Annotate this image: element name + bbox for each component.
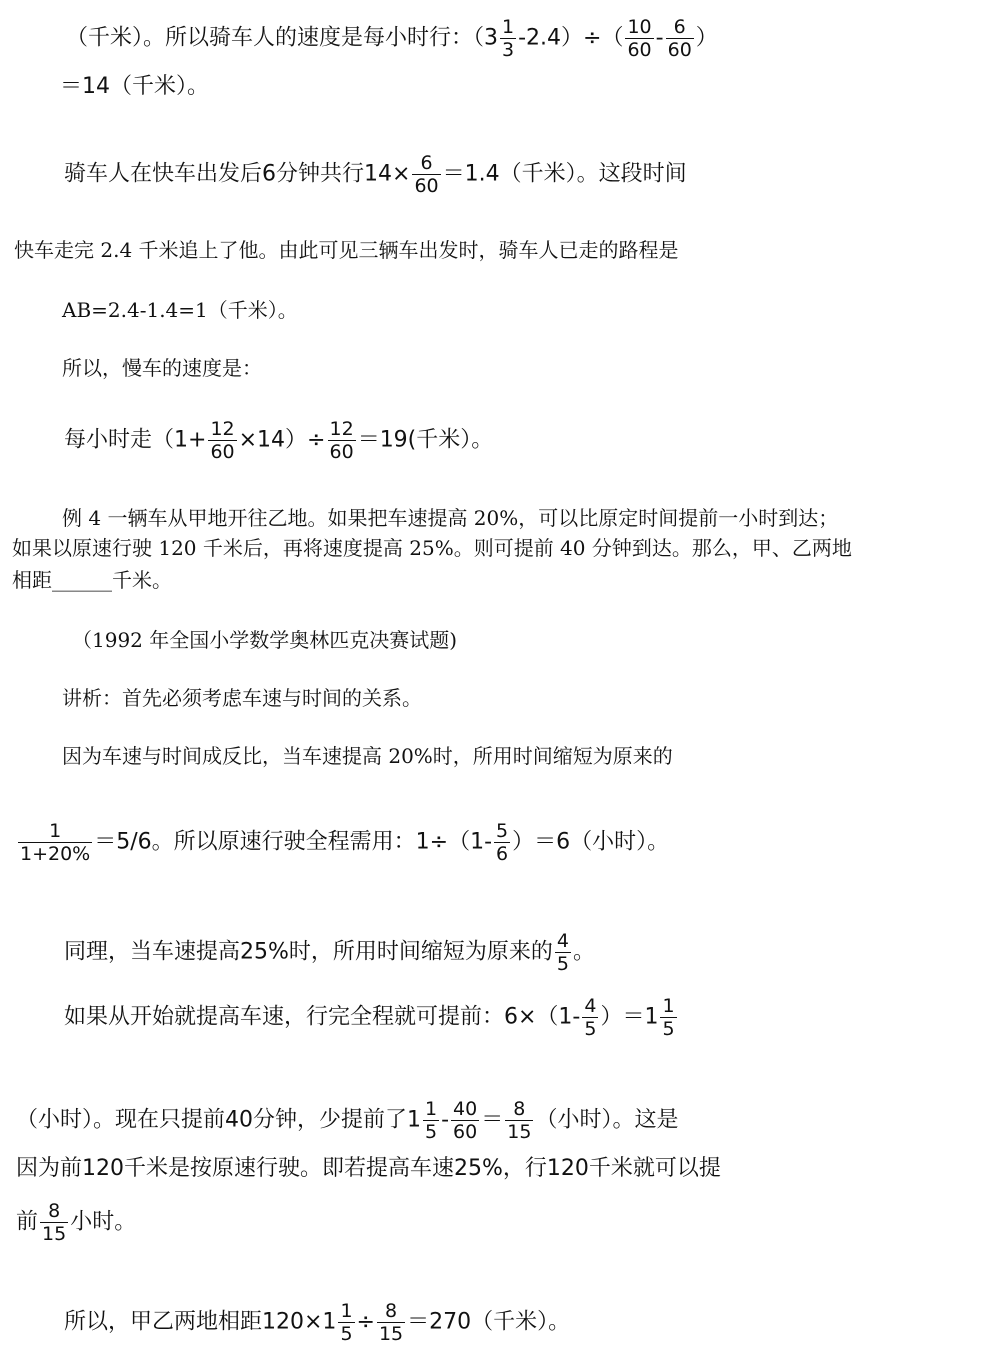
- text: （小时）。现在只提前40分钟，少提前了1: [16, 1107, 421, 1133]
- line-15: [64, 930, 595, 975]
- fraction: [338, 1300, 354, 1345]
- denominator: 60: [210, 441, 235, 463]
- denominator: 6: [496, 843, 509, 865]
- fraction: [412, 152, 440, 197]
- denominator: 60: [453, 1121, 478, 1143]
- text: （小时）。这是: [535, 1107, 679, 1133]
- text: -: [441, 1107, 450, 1133]
- numerator: 10: [627, 16, 652, 38]
- text: ×14）÷: [238, 427, 326, 453]
- line-9: 如果以原速行驶 120 千米后，再将速度提高 25%。则可提前 40 分钟到达。那么，甲、乙两地: [12, 536, 852, 560]
- denominator: 60: [414, 175, 439, 197]
- denominator: 3: [502, 39, 515, 61]
- line-20: [64, 1300, 570, 1345]
- numerator: 5: [496, 820, 509, 842]
- fraction: [18, 820, 92, 865]
- text: -2.4）÷（: [518, 25, 624, 51]
- text: 前: [16, 1209, 39, 1235]
- fraction: [582, 995, 598, 1040]
- numerator: 12: [210, 418, 235, 440]
- numerator: 1: [340, 1300, 353, 1322]
- numerator: 6: [412, 152, 440, 175]
- denominator: 60: [329, 441, 354, 463]
- fraction: [500, 16, 516, 61]
- denominator: 60: [627, 39, 652, 61]
- numerator: 40: [453, 1098, 478, 1120]
- fraction: [666, 16, 694, 61]
- fraction: [660, 995, 676, 1040]
- line-4: 快车走完 2.4 千米追上了他。由此可见三辆车出发时，骑车人已走的路程是: [14, 238, 679, 262]
- denominator: 1+20%: [20, 843, 91, 865]
- line-5: AB=2.4-1.4=1（千米）。: [62, 298, 298, 322]
- text: 。: [573, 939, 596, 965]
- numerator: 4: [556, 930, 569, 952]
- text: -: [655, 25, 664, 51]
- numerator: 4: [584, 995, 597, 1017]
- fraction: [451, 1098, 479, 1143]
- fraction: [625, 16, 653, 61]
- numerator: 6: [666, 16, 694, 39]
- fraction: [423, 1098, 439, 1143]
- line-12: 讲析：首先必须考虑车速与时间的关系。: [62, 686, 422, 710]
- line-19: [16, 1200, 136, 1245]
- text: ＝19(千米）。: [357, 427, 494, 453]
- line-14: [16, 820, 669, 865]
- text: ＝: [481, 1107, 504, 1133]
- denominator: 15: [507, 1121, 532, 1143]
- text: 同理，当车速提高25%时，所用时间缩短为原来的: [64, 939, 553, 965]
- line-16: [64, 995, 679, 1040]
- line-11: （1992 年全国小学数学奥林匹克决赛试题): [72, 628, 458, 652]
- text: 每小时走（1+: [64, 427, 207, 453]
- text: ）＝6（小时）。: [512, 829, 670, 855]
- line-1: [66, 16, 718, 61]
- line-8: 例 4 一辆车从甲地开往乙地。如果把车速提高 20%，可以比原定时间提前一小时到达；: [62, 506, 839, 530]
- line-18: 因为前120千米是按原速行驶。即若提高车速25%，行120千米就可以提: [16, 1156, 721, 1181]
- line-10: 相距______千米。: [12, 568, 172, 592]
- text: 如果从开始就提高车速，行完全程就可提前：6×（1-: [64, 1004, 581, 1030]
- fraction: [494, 820, 510, 865]
- denominator: 5: [425, 1121, 438, 1143]
- fraction: [505, 1098, 533, 1143]
- denominator: 5: [556, 953, 569, 975]
- numerator: 1: [662, 995, 675, 1017]
- fraction: [555, 930, 571, 975]
- text: （千米）。所以骑车人的速度是每小时行：（3: [66, 25, 498, 51]
- fraction: [208, 418, 236, 463]
- text: ÷: [356, 1309, 375, 1335]
- line-2: ＝14（千米）。: [60, 74, 209, 99]
- numerator: 1: [425, 1098, 438, 1120]
- denominator: 15: [42, 1223, 67, 1245]
- fraction: [328, 418, 356, 463]
- numerator: 1: [18, 820, 92, 843]
- numerator: 8: [377, 1300, 405, 1323]
- text: 所以，甲乙两地相距120×1: [64, 1309, 337, 1335]
- line-13: 因为车速与时间成反比，当车速提高 20%时，所用时间缩短为原来的: [62, 744, 673, 768]
- denominator: 60: [667, 39, 692, 61]
- denominator: 15: [378, 1323, 404, 1345]
- numerator: 8: [40, 1200, 68, 1223]
- text: ＝1.4（千米）。这段时间: [442, 161, 687, 187]
- line-17: [16, 1098, 678, 1143]
- line-6: 所以，慢车的速度是：: [62, 356, 262, 380]
- line-7: [64, 418, 493, 463]
- text: 骑车人在快车出发后6分钟共行14×: [64, 161, 411, 187]
- text: 小时。: [70, 1209, 137, 1235]
- text: ）: [695, 25, 718, 51]
- fraction: [40, 1200, 68, 1245]
- text: ＝5/6。所以原速行驶全程需用：1÷（1-: [94, 829, 493, 855]
- text: ）＝1: [600, 1004, 659, 1030]
- numerator: 1: [502, 16, 515, 38]
- denominator: 5: [584, 1018, 597, 1040]
- denominator: 5: [340, 1323, 353, 1345]
- line-3: [64, 152, 687, 197]
- text: ＝270（千米）。: [407, 1309, 571, 1335]
- numerator: 8: [505, 1098, 533, 1121]
- denominator: 5: [662, 1018, 675, 1040]
- numerator: 12: [329, 418, 354, 440]
- fraction: [377, 1300, 405, 1345]
